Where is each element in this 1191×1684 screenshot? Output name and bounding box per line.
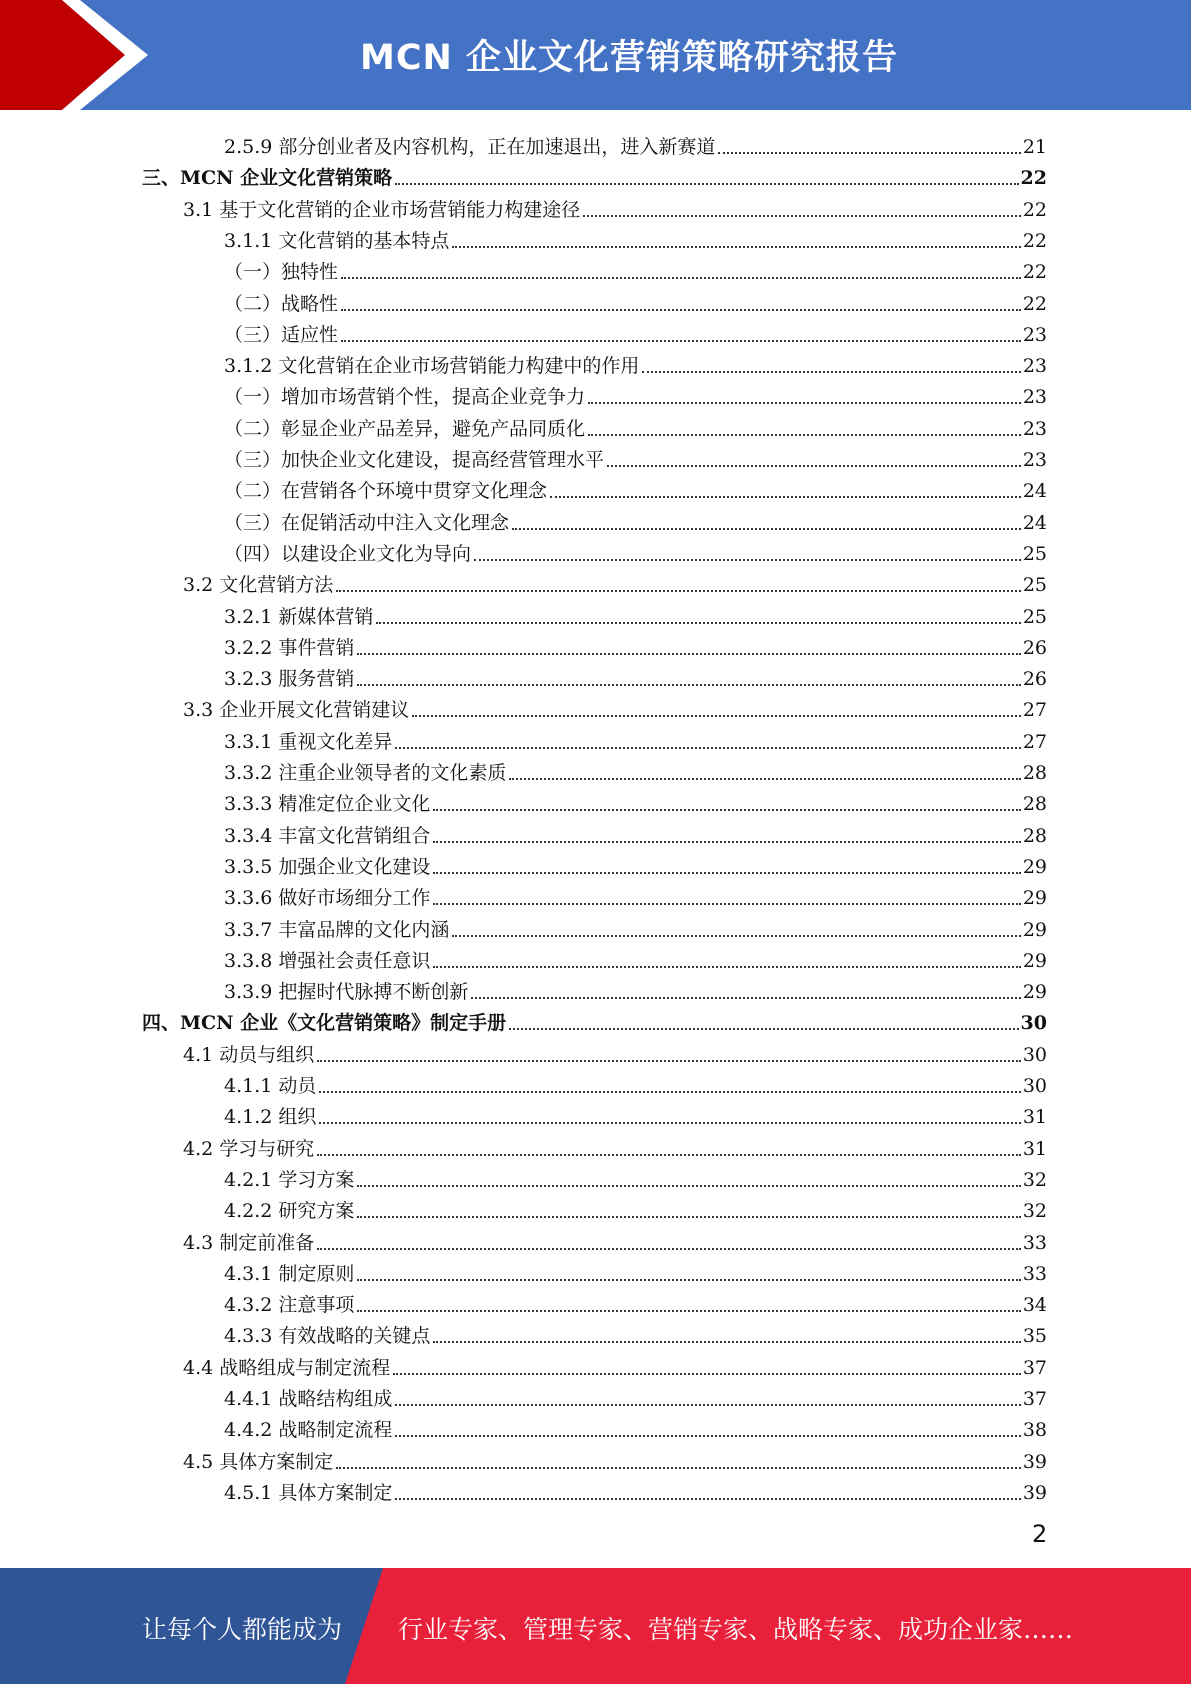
toc-entry-label: 3.2.3 服务营销: [224, 668, 355, 691]
toc-entry-page: 28: [1022, 793, 1047, 816]
toc-entry-label: 4.3.1 制定原则: [224, 1262, 355, 1285]
toc-entry-label: 4.4.1 战略结构组成: [224, 1388, 393, 1410]
toc-entry-label: 4.1.2 组织: [224, 1106, 317, 1129]
toc-entry-label: 3.3.1 重视文化差异: [224, 730, 393, 753]
toc-entry[interactable]: [183, 1130, 1047, 1161]
toc-entry-page: 23: [1022, 323, 1047, 346]
toc-entry-label: （三）适应性: [224, 323, 339, 346]
toc-dot-leader: [433, 841, 1020, 843]
toc-entry-label: 4.3 制定前准备: [183, 1231, 315, 1254]
toc-entry[interactable]: [224, 817, 1047, 848]
toc-dot-leader: [336, 590, 1021, 592]
toc-entry-page: 32: [1022, 1168, 1047, 1191]
toc-dot-leader: [474, 559, 1021, 561]
toc-dot-leader: [376, 622, 1020, 624]
toc-dot-leader: [317, 1248, 1021, 1250]
toc-entry-page: 31: [1022, 1137, 1047, 1160]
toc-dot-leader: [583, 215, 1021, 217]
toc-entry-label: （三）在促销活动中注入文化理念: [224, 511, 510, 534]
toc-dot-leader: [509, 778, 1020, 780]
toc-entry-label: 3.2.2 事件营销: [224, 636, 355, 659]
footer-slogan-right: 行业专家、管理专家、营销专家、战略专家、成功企业家……: [398, 1615, 1074, 1644]
toc-entry-page: 22: [1022, 261, 1047, 284]
toc-entry[interactable]: [224, 911, 1047, 942]
toc-dot-leader: [341, 277, 1021, 279]
toc-entry[interactable]: [224, 472, 1047, 503]
toc-dot-leader: [319, 1091, 1020, 1093]
toc-dot-leader: [393, 1373, 1021, 1375]
toc-entry-label: 3.3.5 加强企业文化建设: [224, 855, 431, 878]
document-title: MCN 企业文化营销策略研究报告: [360, 38, 898, 78]
toc-dot-leader: [336, 1467, 1021, 1469]
toc-dot-leader: [341, 340, 1021, 342]
toc-dot-leader: [607, 465, 1021, 467]
toc-entry-page: 34: [1022, 1294, 1047, 1317]
toc-entry[interactable]: [224, 316, 1047, 347]
toc-entry-page: 26: [1022, 668, 1047, 691]
toc-entry[interactable]: [224, 1411, 1047, 1442]
toc-entry[interactable]: [224, 1067, 1047, 1098]
toc-entry-page: 37: [1022, 1388, 1047, 1410]
toc-entry-page: 22: [1022, 229, 1047, 252]
toc-entry-page: 29: [1022, 949, 1047, 972]
page-header: [0, 0, 1191, 110]
toc-entry-label: （四）以建设企业文化为导向: [224, 542, 472, 565]
toc-entry-page: 29: [1022, 855, 1047, 878]
toc-entry-label: （一）独特性: [224, 261, 339, 284]
toc-entry-page: 21: [1022, 136, 1047, 158]
toc-entry[interactable]: [224, 1317, 1047, 1348]
toc-dot-leader: [433, 903, 1020, 905]
toc-entry-label: 2.5.9 部分创业者及内容机构，正在加速退出，进入新赛道: [224, 136, 716, 158]
toc-entry-label: 4.4.2 战略制定流程: [224, 1419, 393, 1442]
toc-entry-label: 3.1.2 文化营销在企业市场营销能力构建中的作用: [224, 355, 640, 378]
toc-entry[interactable]: [224, 1161, 1047, 1192]
toc-entry[interactable]: [224, 629, 1047, 660]
toc-entry-page: 32: [1022, 1200, 1047, 1223]
toc-entry-label: （二）战略性: [224, 292, 339, 315]
toc-dot-leader: [452, 935, 1020, 937]
toc-entry[interactable]: [224, 535, 1047, 566]
toc-dot-leader: [588, 434, 1021, 436]
toc-entry-label: 4.2.2 研究方案: [224, 1200, 355, 1223]
toc-dot-leader: [357, 1310, 1020, 1312]
toc-entry[interactable]: [224, 504, 1047, 535]
toc-entry-label: 4.3.3 有效战略的关键点: [224, 1325, 431, 1348]
toc-entry[interactable]: [224, 285, 1047, 316]
toc-dot-leader: [452, 246, 1020, 248]
toc-entry-page: 26: [1022, 636, 1047, 659]
toc-entry-label: 3.3.9 把握时代脉搏不断创新: [224, 981, 469, 1004]
toc-entry-label: 3.2 文化营销方法: [183, 574, 334, 597]
toc-entry-label: 3.3.3 精准定位企业文化: [224, 793, 431, 816]
toc-dot-leader: [357, 1185, 1020, 1187]
toc-entry-page: 28: [1022, 762, 1047, 784]
toc-entry[interactable]: [142, 1004, 1047, 1035]
toc-entry-label: 四、MCN 企业《文化营销策略》制定手册: [142, 1012, 507, 1035]
toc-entry[interactable]: [224, 1192, 1047, 1223]
toc-entry[interactable]: [224, 1474, 1047, 1505]
toc-entry-label: 3.3.6 做好市场细分工作: [224, 887, 431, 910]
toc-dot-leader: [433, 809, 1020, 811]
toc-dot-leader: [395, 183, 1018, 185]
toc-entry-page: 30: [1022, 1075, 1047, 1097]
toc-entry[interactable]: [224, 723, 1047, 754]
toc-entry[interactable]: [224, 598, 1047, 629]
toc-entry[interactable]: [183, 566, 1047, 597]
toc-entry-page: 31: [1022, 1106, 1047, 1129]
toc-entry[interactable]: [224, 660, 1047, 691]
toc-entry-label: 4.2.1 学习方案: [224, 1168, 355, 1191]
toc-entry[interactable]: [224, 1255, 1047, 1286]
toc-entry[interactable]: [183, 1036, 1047, 1067]
toc-entry-page: 23: [1022, 386, 1047, 409]
toc-entry-label: 3.3.7 丰富品牌的文化内涵: [224, 918, 450, 941]
toc-entry-label: 4.2 学习与研究: [183, 1137, 315, 1160]
toc-entry-page: 29: [1022, 981, 1047, 1004]
toc-dot-leader: [357, 1216, 1020, 1218]
toc-entry-page: 39: [1022, 1481, 1047, 1504]
toc-entry[interactable]: [224, 754, 1047, 785]
toc-entry-label: 3.3.4 丰富文化营销组合: [224, 824, 431, 847]
toc-entry[interactable]: [224, 879, 1047, 910]
toc-dot-leader: [512, 528, 1021, 530]
toc-dot-leader: [433, 872, 1020, 874]
toc-entry-label: 3.2.1 新媒体营销: [224, 605, 374, 628]
toc-entry-page: 25: [1022, 542, 1047, 565]
toc-entry-page: 30: [1022, 1043, 1047, 1066]
toc-dot-leader: [588, 402, 1021, 404]
toc-entry-page: 25: [1022, 574, 1047, 597]
toc-entry-label: 4.5 具体方案制定: [183, 1450, 334, 1473]
toc-dot-leader: [433, 966, 1020, 968]
toc-dot-leader: [395, 1435, 1020, 1437]
toc-entry-page: 27: [1022, 730, 1047, 753]
toc-entry-page: 33: [1022, 1231, 1047, 1254]
toc-entry[interactable]: [224, 973, 1047, 1004]
toc-entry-label: （二）在营销各个环境中贯穿文化理念: [224, 480, 548, 503]
toc-dot-leader: [395, 747, 1020, 749]
toc-dot-leader: [550, 496, 1021, 498]
page-footer: [0, 1568, 1191, 1684]
toc-dot-leader: [317, 1154, 1021, 1156]
toc-entry[interactable]: [224, 785, 1047, 816]
toc-entry[interactable]: [224, 1286, 1047, 1317]
toc-dot-leader: [357, 653, 1020, 655]
toc-entry-page: 28: [1022, 824, 1047, 847]
toc-entry[interactable]: [183, 691, 1047, 722]
toc-entry[interactable]: [142, 159, 1047, 190]
toc-entry-label: 3.1.1 文化营销的基本特点: [224, 229, 450, 252]
toc-entry[interactable]: [224, 253, 1047, 284]
toc-entry-label: （三）加快企业文化建设，提高经营管理水平: [224, 449, 605, 471]
toc-dot-leader: [317, 1060, 1021, 1062]
toc-entry-label: 4.3.2 注意事项: [224, 1294, 355, 1317]
toc-entry[interactable]: [224, 378, 1047, 409]
toc-entry[interactable]: [224, 1380, 1047, 1411]
toc-dot-leader: [509, 1028, 1018, 1030]
toc-dot-leader: [395, 1498, 1020, 1500]
toc-entry-label: 三、MCN 企业文化营销策略: [142, 167, 393, 190]
toc-entry[interactable]: [224, 441, 1047, 472]
toc-entry[interactable]: [224, 848, 1047, 879]
toc-entry-page: 35: [1022, 1325, 1047, 1348]
toc-entry-page: 33: [1022, 1262, 1047, 1285]
footer-slogan-left: 让每个人都能成为: [142, 1615, 343, 1644]
toc-entry-label: 4.1 动员与组织: [183, 1043, 315, 1066]
toc-entry-page: 29: [1022, 887, 1047, 910]
toc-entry[interactable]: [224, 1098, 1047, 1129]
toc-entry[interactable]: [224, 128, 1047, 159]
toc-entry-label: （一）增加市场营销个性，提高企业竞争力: [224, 386, 586, 409]
toc-dot-leader: [718, 152, 1020, 154]
toc-entry-page: 23: [1022, 449, 1047, 471]
toc-dot-leader: [319, 1122, 1020, 1124]
toc-entry[interactable]: [224, 347, 1047, 378]
toc-entry-page: 27: [1022, 699, 1047, 722]
toc-entry-label: （二）彰显企业产品差异，避免产品同质化: [224, 417, 586, 440]
toc-entry[interactable]: [224, 222, 1047, 253]
toc-entry[interactable]: [183, 191, 1047, 222]
toc-dot-leader: [642, 371, 1020, 373]
toc-dot-leader: [433, 1341, 1020, 1343]
toc-entry-page: 38: [1022, 1419, 1047, 1442]
toc-dot-leader: [412, 715, 1021, 717]
toc-entry-page: 23: [1022, 355, 1047, 378]
toc-dot-leader: [395, 1404, 1020, 1406]
toc-entry-page: 24: [1022, 480, 1047, 503]
toc-entry-page: 39: [1022, 1450, 1047, 1473]
toc-entry-label: 4.5.1 具体方案制定: [224, 1481, 393, 1504]
toc-entry-page: 22: [1022, 292, 1047, 315]
toc-entry-page: 22: [1020, 167, 1047, 190]
page-number: 2: [1032, 1520, 1048, 1548]
toc-dot-leader: [471, 997, 1020, 999]
toc-entry-label: 3.3.2 注重企业领导者的文化素质: [224, 762, 507, 784]
toc-entry[interactable]: [224, 942, 1047, 973]
toc-entry-page: 29: [1022, 918, 1047, 941]
toc-entry-label: 3.3.8 增强社会责任意识: [224, 949, 431, 972]
toc-entry-page: 22: [1022, 198, 1047, 221]
toc-entry-page: 30: [1020, 1012, 1047, 1035]
toc-entry-page: 25: [1022, 605, 1047, 628]
header-arrow-graphic: [0, 0, 160, 110]
toc-dot-leader: [357, 684, 1020, 686]
toc-entry[interactable]: [224, 410, 1047, 441]
toc-entry-page: 37: [1022, 1356, 1047, 1379]
toc-entry[interactable]: [183, 1349, 1047, 1380]
toc-dot-leader: [357, 1279, 1020, 1281]
toc-entry-page: 23: [1022, 417, 1047, 440]
toc-entry-label: 4.1.1 动员: [224, 1075, 317, 1097]
toc-entry[interactable]: [183, 1443, 1047, 1474]
toc-entry-label: 3.3 企业开展文化营销建议: [183, 699, 410, 722]
toc-entry-label: 3.1 基于文化营销的企业市场营销能力构建途径: [183, 198, 581, 221]
toc-entry[interactable]: [183, 1224, 1047, 1255]
toc-dot-leader: [341, 309, 1021, 311]
toc-entry-label: 4.4 战略组成与制定流程: [183, 1356, 391, 1379]
toc-entry-page: 24: [1022, 511, 1047, 534]
